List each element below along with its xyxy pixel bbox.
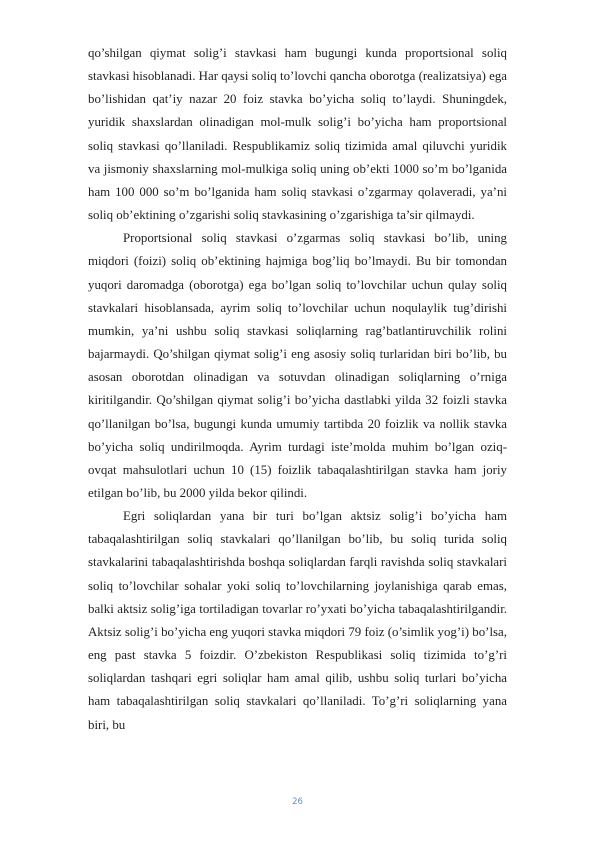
body-text xyxy=(88,42,507,737)
page-number: 26 xyxy=(292,797,303,807)
paragraph-1: qo’shilgan qiymat solig’i stavkasi ham bugungi kunda proportsional soliq stavkasi hisoblanadi. Har qaysi soliq to’lovchi qancha oborotga (realizatsiya) ega bo’lishidan qat’iy nazar 20 foiz stavka bo’yicha soliq to’laydi. Shuningdek, yuridik shaxslardan olinadigan mol-mulk solig’i bo’yicha ham proportsional soliq stavkasi qo’llaniladi. Respublikamiz soliq tizimida amal qiluvchi yuridik va jismoniy shaxslarning mol-mulkiga soliq uning ob’ekti 1000 so’m bo’lganida ham 100 000 so’m bo’lganida ham soliq stavkasi o’zgarmay qolaveradi, ya’ni soliq ob’ektining o’zgarishi soliq stavkasining o’zgarishiga ta’sir qilmaydi. xyxy=(88,46,507,223)
paragraph-2: Proportsional soliq stavkasi o’zgarmas soliq stavkasi bo’lib, uning miqdori (foizi) soliq ob’ektining hajmiga bog’liq bo’lmaydi. Bu bir tomondan yuqori daromadga (oborotga) ega bo’lgan soliq to’lovchilar uchun qulay soliq stavkalari hisoblansada, ayrim soliq to’lovchilar uchun noqulaylik tug’dirishi mumkin, ya’ni ushbu soliq stavkasi soliqlarning rag’batlantiruvchilik rolini bajarmaydi. Qo’shilgan qiymat solig’i eng asosiy soliq turlaridan biri bo’lib, bu asosan oborotdan olinadigan va sotuvdan olinadigan soliqlarning o’rniga kiritilgandir. Qo’shilgan qiymat solig’i bo’yicha dastlabki yilda 32 foizli stavka qo’llanilgan bo’lsa, bugungi kunda umumiy tartibda 20 foizlik va nollik stavka bo’yicha soliq undirilmoqda. Ayrim turdagi iste’molda muhim bo’lgan oziq- ovqat mahsulotlari uchun 10 (15) foizlik tabaqalashtirilgan stavka ham joriy etilgan bo’lib, bu 2000 yilda bekor qilindi. xyxy=(88,231,507,500)
paragraph-3: Egri soliqlardan yana bir turi bo’lgan aktsiz solig’i bo’yicha ham tabaqalashtirilgan soliq stavkalari qo’llanilgan bo’lib, bu soliq turida soliq stavkalarini tabaqalashtirishda boshqa soliqlardan farqli ravishda soliq stavkalari soliq to’lovchilar sohalar yoki soliq to’lovchilarning joylanishiga qarab emas, balki aktsiz solig’iga tortiladigan tovarlar ro’yxati bo’yicha tabaqalashtirilgandir. Aktsiz solig’i bo’yicha eng yuqori stavka miqdori 79 foiz (o’simlik yog’i) bo’lsa, eng past stavka 5 foizdir. O’zbekiston Respublikasi soliq tizimida to’g’ri soliqlardan tashqari egri soliqlar ham amal qilib, ushbu soliq turlari bo’yicha ham tabaqalashtirilgan soliq stavkalari qo’llaniladi. To’g’ri soliqlarning yana biri, bu xyxy=(88,509,507,732)
